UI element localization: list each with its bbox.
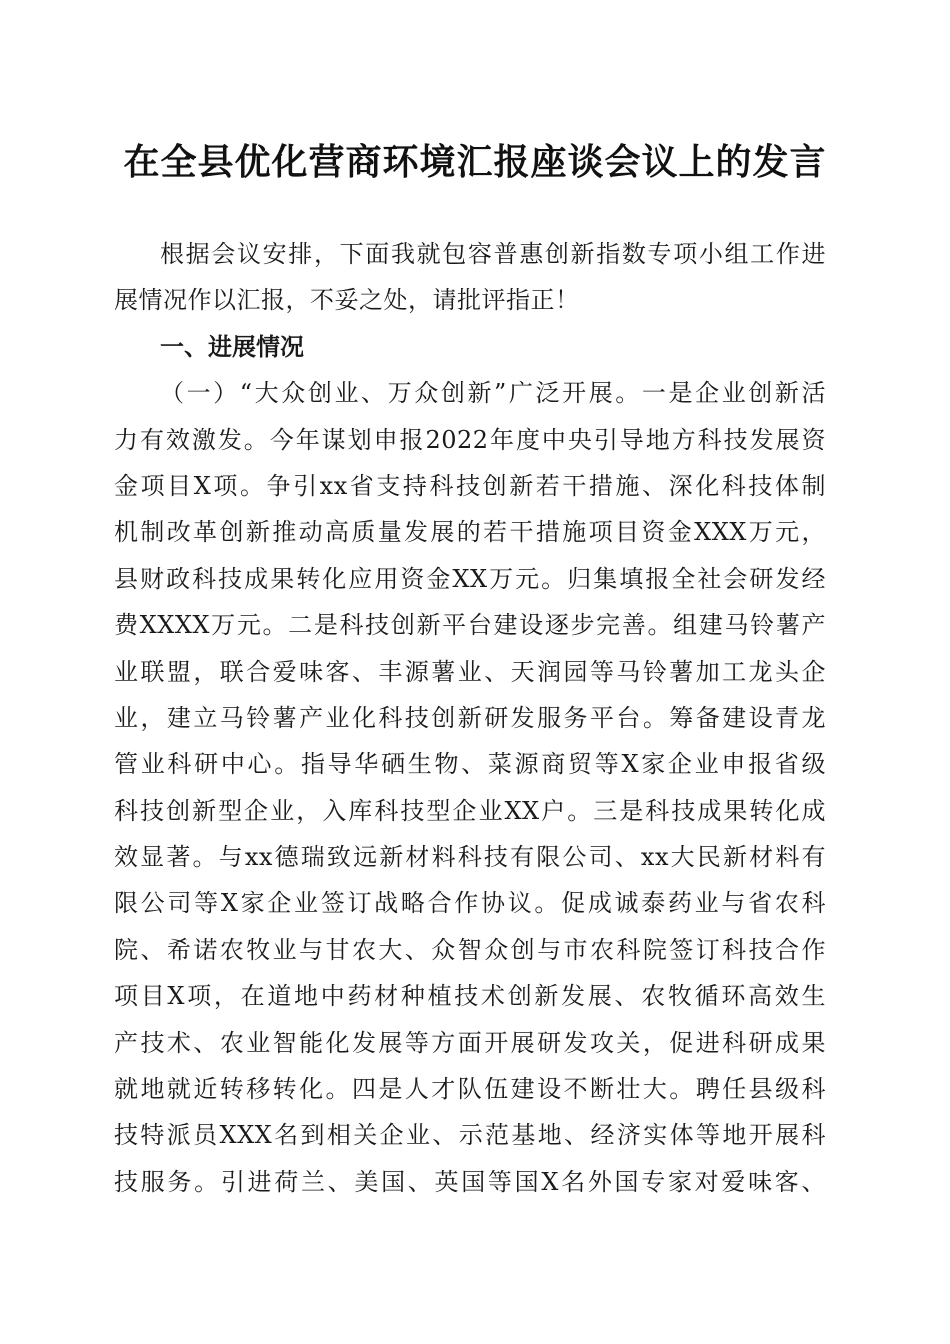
paragraph-line: 根据会议安排，下面我就包容普惠创新指数专项小组工作进: [160, 240, 826, 268]
section-heading: 一、进展情况: [160, 332, 304, 361]
paragraph-line: 院、希诺农牧业与甘农大、众智众创与市农科院签订科技合作: [114, 935, 826, 964]
paragraph-line: 科技创新型企业，入库科技型企业XX户。三是科技成果转化成: [114, 796, 826, 825]
paragraph-line: 费XXXX万元。二是科技创新平台建设逐步完善。组建马铃薯产: [114, 611, 826, 640]
paragraph-line: 效显著。与xx德瑞致远新材料科技有限公司、xx大民新材料有: [114, 843, 826, 872]
paragraph-line: 力有效激发。今年谋划申报2022年度中央引导地方科技发展资: [114, 425, 826, 454]
paragraph-line: 展情况作以汇报，不妥之处，请批评指正！: [114, 286, 580, 315]
document-body: [114, 232, 826, 1206]
paragraph-line: 项目X项，在道地中药材种植技术创新发展、农牧循环高效生: [114, 982, 826, 1011]
paragraph-line: 业，建立马铃薯产业化科技创新研发服务平台。筹备建设青龙: [114, 703, 826, 732]
paragraph-line: （一）“大众创业、万众创新”广泛开展。一是企业创新活: [160, 379, 826, 408]
paragraph-line: 金项目X项。争引xx省支持科技创新若干措施、深化科技体制: [114, 471, 826, 500]
paragraph-line: 就地就近转移转化。四是人才队伍建设不断壮大。聘任县级科: [114, 1075, 826, 1104]
paragraph-line: 技特派员XXX名到相关企业、示范基地、经济实体等地开展科: [114, 1121, 826, 1150]
paragraph-line: 机制改革创新推动高质量发展的若干措施项目资金XXX万元，: [114, 518, 826, 547]
paragraph-line: 产技术、农业智能化发展等方面开展研发攻关，促进科研成果: [114, 1028, 826, 1057]
paragraph-line: 限公司等X家企业签订战略合作协议。促成诚泰药业与省农科: [114, 889, 826, 918]
paragraph-line: 县财政科技成果转化应用资金XX万元。归集填报全社会研发经: [114, 564, 826, 593]
paragraph-line: 管业科研中心。指导华硒生物、菜源商贸等X家企业申报省级: [114, 750, 826, 779]
paragraph-line: 技服务。引进荷兰、美国、英国等国X名外国专家对爱味客、: [114, 1167, 826, 1196]
paragraph-line: 业联盟，联合爱味客、丰源薯业、天润园等马铃薯加工龙头企: [114, 657, 826, 686]
document-title: 在全县优化营商环境汇报座谈会议上的发言: [123, 141, 827, 183]
